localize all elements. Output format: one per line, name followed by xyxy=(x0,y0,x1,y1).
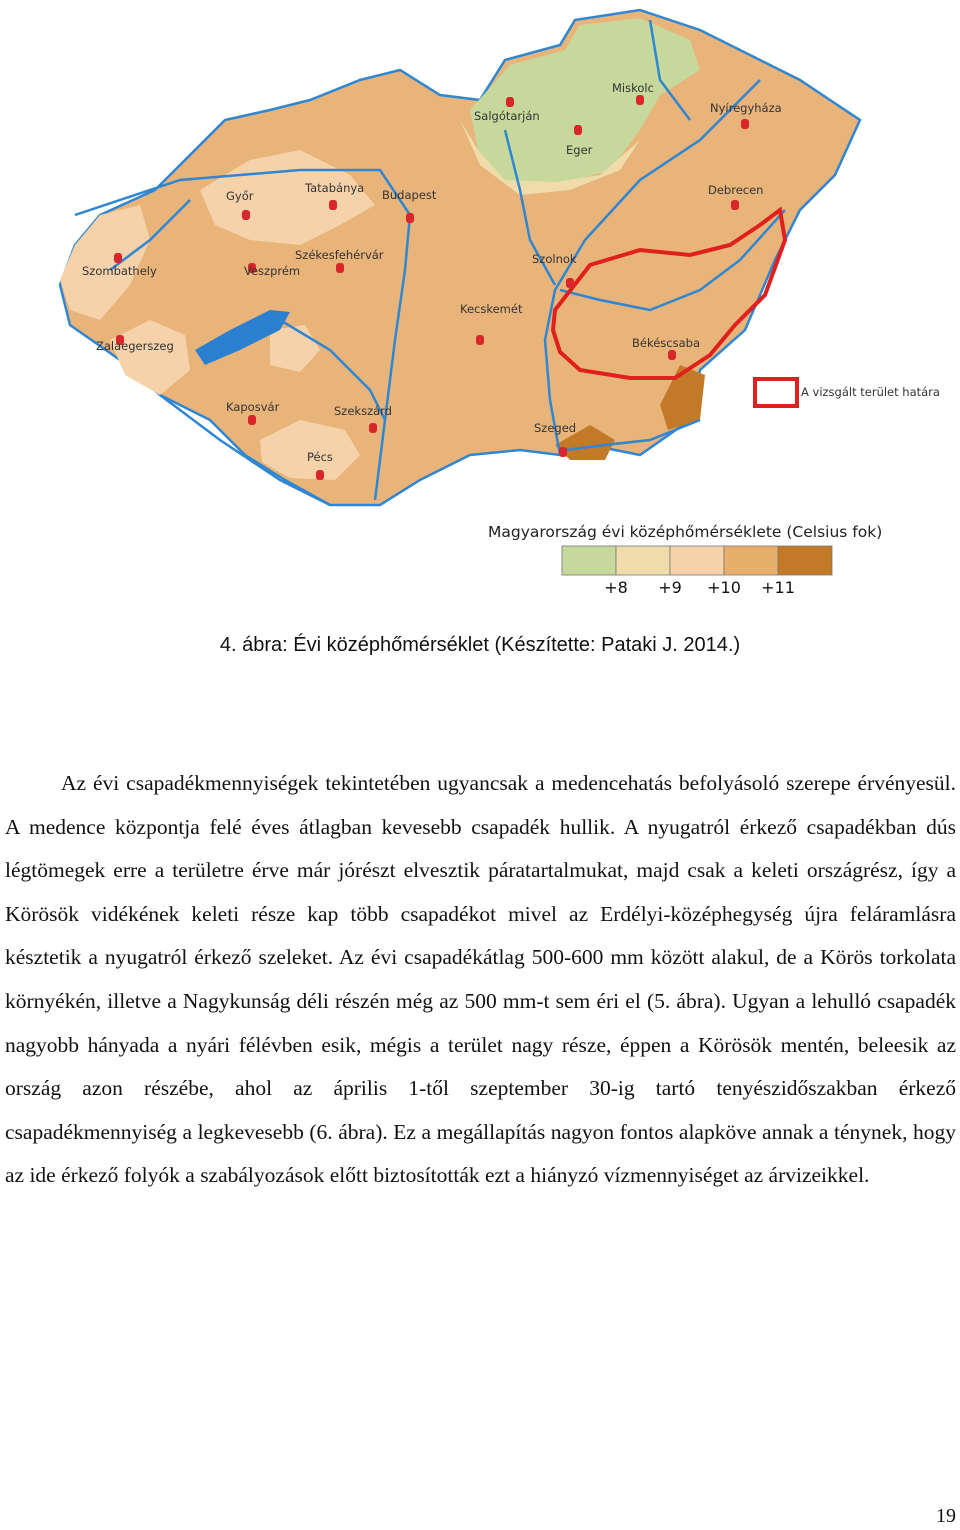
svg-text:Budapest: Budapest xyxy=(382,188,437,202)
svg-text:Debrecen: Debrecen xyxy=(708,183,764,197)
svg-text:Tatabánya: Tatabánya xyxy=(305,181,365,195)
country-outline xyxy=(60,10,860,505)
boundary-legend xyxy=(755,379,940,406)
legend-tick: +11 xyxy=(761,578,795,597)
svg-text:Szeged: Szeged xyxy=(534,421,577,435)
svg-text:Salgótarján: Salgótarján xyxy=(474,109,540,123)
figure-caption: 4. ábra: Évi középhőmérséklet (Készítette: Pataki J. 2014.) xyxy=(219,634,741,656)
page-number: 19 xyxy=(936,1505,956,1527)
hungary-temperature-map xyxy=(0,0,960,610)
svg-text:Eger: Eger xyxy=(566,143,593,157)
svg-text:Zalaegerszeg: Zalaegerszeg xyxy=(96,339,174,353)
svg-text:Győr: Győr xyxy=(226,189,254,203)
legend-title: Magyarország évi középhőmérséklete (Celsius fok) xyxy=(488,523,883,541)
svg-text:Szekszárd: Szekszárd xyxy=(334,404,392,418)
legend-swatch xyxy=(724,546,778,575)
boundary-legend-label: A vizsgált terület határa xyxy=(801,385,940,399)
legend-swatch xyxy=(616,546,670,575)
svg-text:Székesfehérvár: Székesfehérvár xyxy=(295,248,384,262)
svg-text:Miskolc: Miskolc xyxy=(612,81,654,95)
svg-text:Békéscsaba: Békéscsaba xyxy=(632,336,700,350)
city-marker xyxy=(244,263,300,278)
svg-text:Pécs: Pécs xyxy=(307,450,333,464)
temperature-map-figure xyxy=(0,0,960,610)
legend-tick: +8 xyxy=(604,578,628,597)
svg-text:Szombathely: Szombathely xyxy=(82,264,157,278)
legend-swatch xyxy=(670,546,724,575)
legend-tick: +10 xyxy=(707,578,741,597)
svg-text:Kecskemét: Kecskemét xyxy=(460,302,523,316)
svg-text:Veszprém: Veszprém xyxy=(244,264,301,278)
legend-swatch xyxy=(562,546,616,575)
body-paragraph: Az évi csapadékmennyiségek tekintetében ugyancsak a medencehatás befolyásoló szerepe érvényesül. A medence központja felé éves átlagban kevesebb csapadék hullik. A nyugatról érkező csapadékban dús légtömegek erre a területre érve már jórészt elvesztik páratartalmukat, majd csak a keleti országrész, így a Körösök vidékének keleti része kap több csapadékot mivel az Erdélyi-középhegység újra feláramlásra késztetik a nyugatról érkező szeleket. Az évi csapadékátlag 500-600 mm között alakul, de a Körös torkolata környékén, illetve a Nagykunság déli részén még az 500 mm-t sem éri el (5. ábra). Ugyan a lehulló csapadék nagyobb hányada a nyári félévben esik, mégis a terület nagy része, éppen a Körösök mentén, beleesik az ország azon részébe, ahol az április 1-től szeptember 30-ig tartó tenyészidőszakban érkező csapadékmennyiség a legkevesebb (6. ábra). Ez a megállapítás nagyon fontos alapköve annak a ténynek, hogy az ide érkező folyók a szabályozások előtt biztosították ezt a hiányzó vízmennyiséget az árvizeikkel. xyxy=(5,771,956,1188)
svg-text:Nyíregyháza: Nyíregyháza xyxy=(710,101,782,115)
svg-text:Kaposvár: Kaposvár xyxy=(226,400,280,414)
temperature-legend xyxy=(488,523,882,597)
legend-tick: +9 xyxy=(658,578,682,597)
legend-swatch xyxy=(778,546,832,575)
boundary-legend-swatch xyxy=(755,379,797,406)
body-text xyxy=(5,762,956,1198)
svg-text:Szolnok: Szolnok xyxy=(532,252,577,266)
